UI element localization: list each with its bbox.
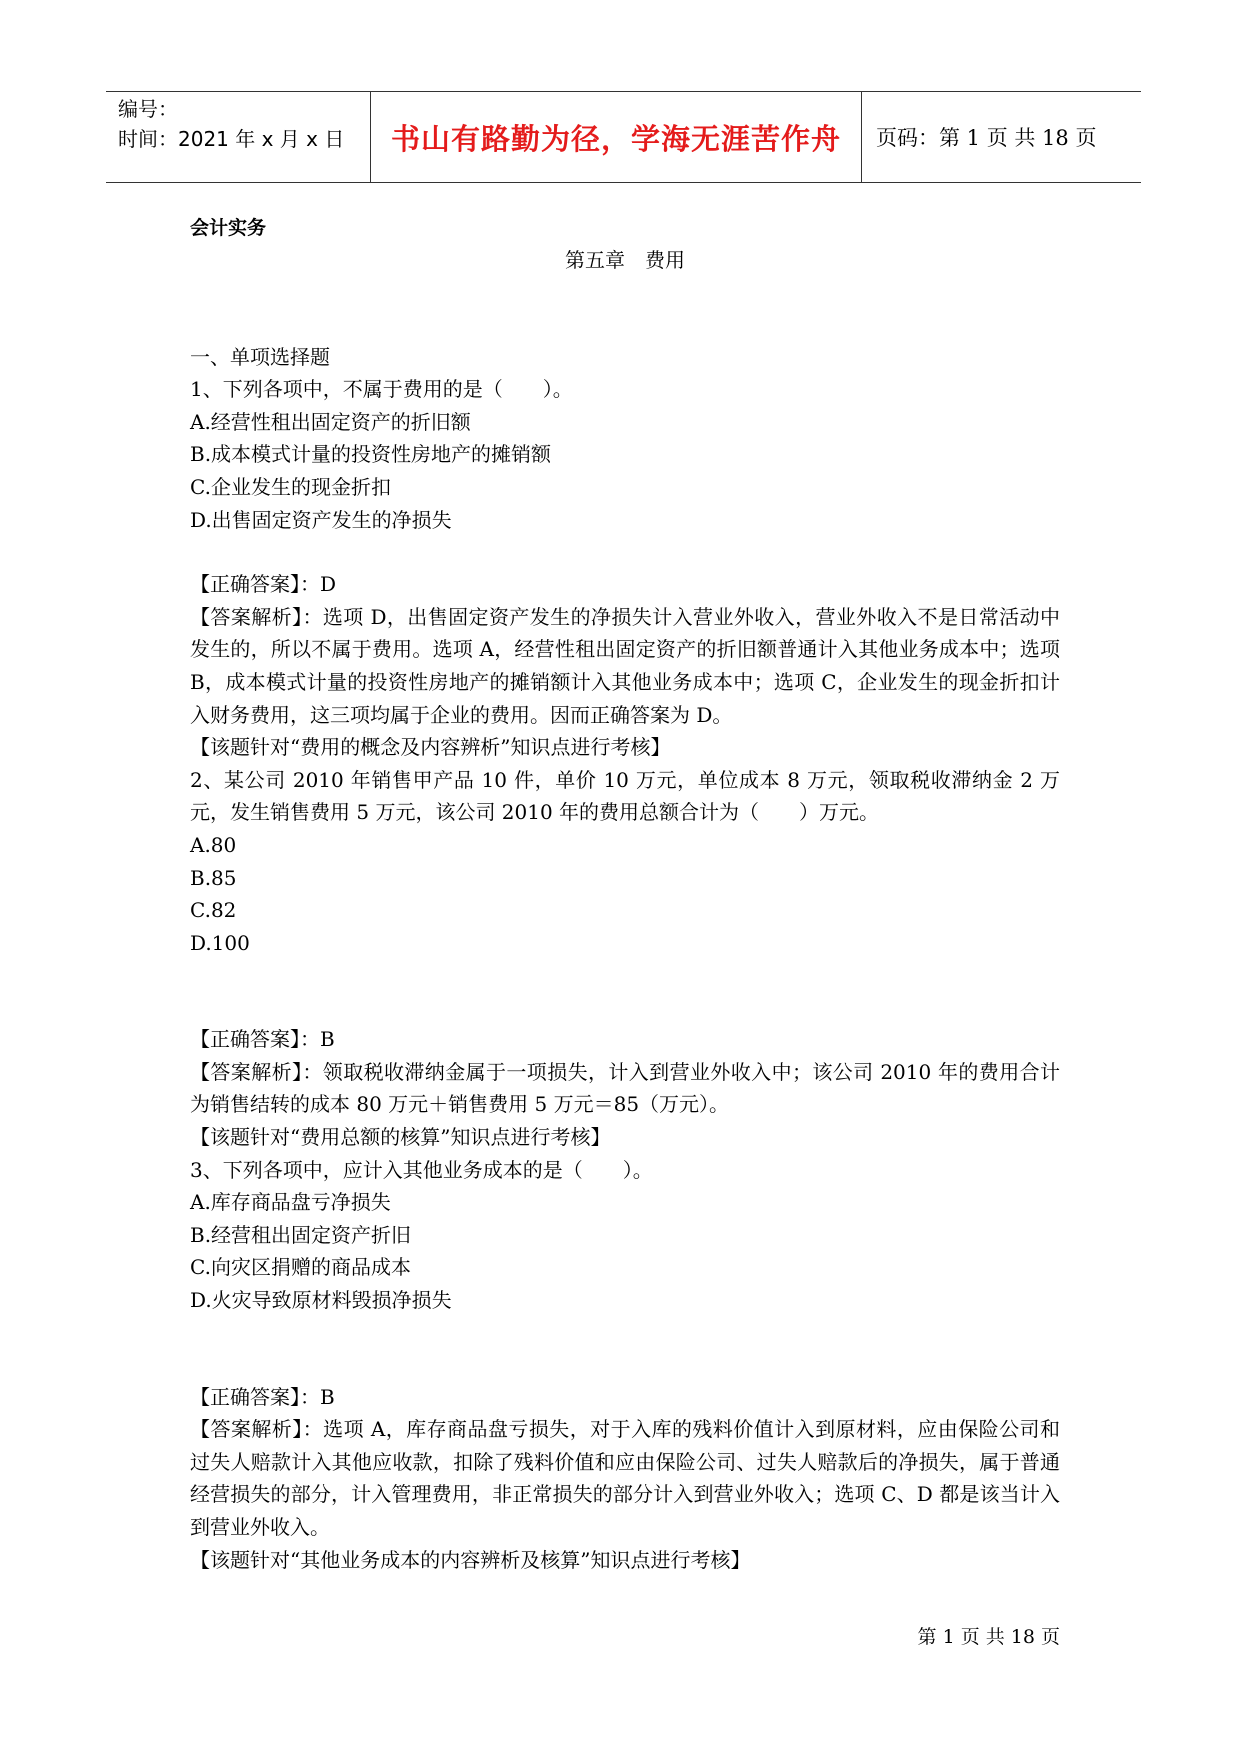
question-3-analysis: 【答案解析】：选项 A，库存商品盘亏损失，对于入库的残料价值计入到原材料，应由保险公司和过失人赔款计入其他应收款，扣除了残料价值和应由保险公司、过失人赔款后的净损失，属于普通经营损失的部分，计入管理费用，非正常损失的部分计入到营业外收入；选项 C、D 都是该当计入到营业外收入。 xyxy=(190,1417,1060,1539)
question-1-option-b: B.成本模式计量的投资性房地产的摊销额 xyxy=(190,442,552,467)
header-meta xyxy=(106,92,370,182)
document-time: 时间：2021 年 x 月 x 日 xyxy=(118,127,345,151)
question-1-option-a: A.经营性租出固定资产的折旧额 xyxy=(190,409,471,434)
question-1-stem: 1、下列各项中，不属于费用的是（ ）。 xyxy=(190,377,573,402)
section-title: 一、单项选择题 xyxy=(190,344,330,369)
question-2-option-b: B.85 xyxy=(190,865,237,890)
question-1-option-c: C.企业发生的现金折扣 xyxy=(190,474,391,499)
question-3-option-c: C.向灾区捐赠的商品成本 xyxy=(190,1255,411,1280)
question-3-option-a: A.库存商品盘亏净损失 xyxy=(190,1190,391,1215)
header-motto: 书山有路勤为径，学海无涯苦作舟 xyxy=(370,92,862,182)
chapter-title: 第五章 费用 xyxy=(565,248,685,272)
question-2-analysis: 【答案解析】：领取税收滞纳金属于一项损失，计入到营业外收入中；该公司 2010 年的费用合计为销售结转的成本 80 万元＋销售费用 5 万元＝85（万元）。 xyxy=(190,1059,1060,1117)
question-3-stem: 3、下列各项中，应计入其他业务成本的是（ ）。 xyxy=(190,1157,653,1182)
question-2-option-c: C.82 xyxy=(190,898,237,923)
question-3-option-d: D.火灾导致原材料毁损净损失 xyxy=(190,1288,452,1313)
page-header xyxy=(106,91,1141,183)
question-1-topic: 【该题针对“费用的概念及内容辨析”知识点进行考核】 xyxy=(190,735,671,760)
question-2-option-d: D.100 xyxy=(190,930,250,955)
header-page-info: 页码：第 1 页 共 18 页 xyxy=(876,126,1097,150)
question-1-option-d: D.出售固定资产发生的净损失 xyxy=(190,507,452,532)
question-2-answer: 【正确答案】：B xyxy=(190,1027,335,1052)
page-footer: 第 1 页 共 18 页 xyxy=(917,1626,1060,1648)
document-body xyxy=(190,212,1060,1576)
question-3-option-b: B.经营租出固定资产折旧 xyxy=(190,1222,412,1247)
question-1-analysis: 【答案解析】：选项 D，出售固定资产发生的净损失计入营业外收入，营业外收入不是日常活动中发生的，所以不属于费用。选项 A，经营性租出固定资产的折旧额普通计入其他业务成本中；选项 B，成本模式计量的投资性房地产的摊销额计入其他业务成本中；选项 C，企业发生的现金折扣计入财务费用，这三项均属于企业的费用。因而正确答案为 D。 xyxy=(190,604,1060,727)
question-2-stem: 2、某公司 2010 年销售甲产品 10 件，单价 10 万元，单位成本 8 万元，领取税收滞纳金 2 万元，发生销售费用 5 万元，该公司 2010 年的费用总额合计为（ ）万元。 xyxy=(190,767,1060,825)
question-3-answer: 【正确答案】：B xyxy=(190,1384,335,1409)
question-2-topic: 【该题针对“费用总额的核算”知识点进行考核】 xyxy=(190,1125,611,1150)
question-2-option-a: A.80 xyxy=(190,832,237,857)
question-1-answer: 【正确答案】：D xyxy=(190,572,337,597)
question-3-topic: 【该题针对“其他业务成本的内容辨析及核算”知识点进行考核】 xyxy=(190,1547,751,1572)
document-number-label: 编号： xyxy=(118,97,178,121)
subject-title: 会计实务 xyxy=(190,217,267,239)
